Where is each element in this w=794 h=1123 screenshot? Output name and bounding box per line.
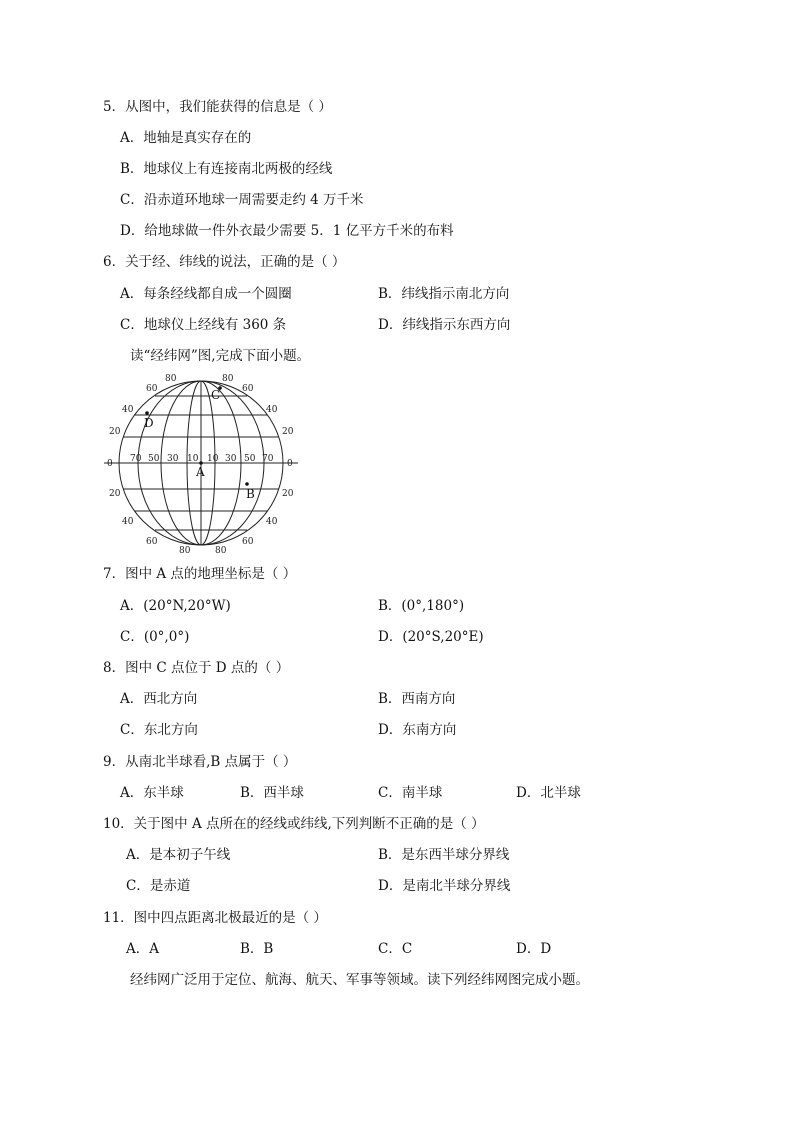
q6-option-a[interactable]: A．每条经线都自成一个圆圈: [120, 286, 292, 302]
q9-option-d[interactable]: D．北半球: [516, 785, 581, 801]
q6-stem: 6．关于经、纬线的说法，正确的是（ ）: [103, 254, 346, 270]
lat-label: 40: [266, 405, 278, 415]
lat-label: 20: [282, 427, 294, 437]
lat-label: 80: [165, 374, 177, 384]
lat-label: 0: [287, 459, 293, 469]
lat-label: 80: [215, 546, 227, 555]
q9-stem: 9．从南北半球看,B 点属于（ ）: [103, 754, 297, 770]
lat-label: 40: [122, 405, 134, 415]
q7-option-a[interactable]: A．(20°N,20°W): [120, 598, 231, 614]
q8-option-d[interactable]: D．东南方向: [378, 722, 457, 738]
q11-stem: 11．图中四点距离北极最近的是（ ）: [103, 910, 327, 926]
q6-option-d[interactable]: D．纬线指示东西方向: [378, 317, 511, 333]
lat-label: 20: [109, 489, 121, 499]
point-c-label: C: [211, 388, 221, 402]
lat-label: 40: [266, 517, 278, 527]
point-b-label: B: [246, 487, 255, 501]
lat-label: 40: [122, 517, 134, 527]
q10-stem: 10．关于图中 A 点所在的经线或纬线,下列判断不正确的是（ ）: [103, 816, 485, 832]
q8-option-b[interactable]: B．西南方向: [378, 691, 456, 707]
lon-label: 70: [262, 454, 274, 464]
lat-label: 20: [282, 489, 294, 499]
q7-stem: 7．图中 A 点的地理坐标是（ ）: [103, 566, 297, 582]
q5-option-a[interactable]: A．地轴是真实存在的: [120, 130, 252, 146]
q11-option-b[interactable]: B．B: [240, 941, 274, 957]
q5-stem: 5．从图中，我们能获得的信息是（ ）: [103, 99, 332, 115]
q5-option-d[interactable]: D．给地球做一件外衣最少需要 5．1 亿平方千米的布料: [120, 223, 454, 239]
lon-label: 10: [187, 454, 199, 464]
q8-stem: 8．图中 C 点位于 D 点的（ ）: [103, 660, 290, 676]
lat-label: 0: [107, 459, 113, 469]
map-outro: 经纬网广泛用于定位、航海、航天、军事等领域。读下列经纬网图完成小题。: [130, 972, 589, 988]
point-d-dot: [145, 411, 149, 415]
q9-option-c[interactable]: C．南半球: [378, 785, 443, 801]
q7-option-c[interactable]: C．(0°,0°): [120, 629, 190, 645]
q10-option-d[interactable]: D．是南北半球分界线: [378, 878, 511, 894]
q6-option-c[interactable]: C．地球仪上经线有 360 条: [120, 317, 287, 333]
q6-option-b[interactable]: B．纬线指示南北方向: [378, 286, 510, 302]
q11-option-a[interactable]: A．A: [126, 941, 159, 957]
lat-lon-globe-figure: [100, 370, 310, 555]
lon-label: 70: [130, 454, 142, 464]
q9-option-a[interactable]: A．东半球: [120, 785, 184, 801]
q8-option-a[interactable]: A．西北方向: [120, 691, 198, 707]
lon-label: 30: [167, 454, 179, 464]
point-b-dot: [245, 482, 249, 486]
q5-option-b[interactable]: B．地球仪上有连接南北两极的经线: [120, 161, 333, 177]
q11-option-d[interactable]: D．D: [516, 941, 552, 957]
q9-option-b[interactable]: B．西半球: [240, 785, 304, 801]
q10-option-b[interactable]: B．是东西半球分界线: [378, 847, 510, 863]
lat-label: 80: [222, 374, 234, 384]
map-intro: 读“经纬网”图,完成下面小题。: [130, 348, 311, 364]
q10-option-c[interactable]: C．是赤道: [126, 878, 191, 894]
lat-label: 20: [109, 427, 121, 437]
lat-label: 80: [179, 546, 191, 555]
point-d-label: D: [144, 416, 154, 430]
q10-option-a[interactable]: A．是本初子午线: [126, 847, 231, 863]
q8-option-c[interactable]: C．东北方向: [120, 722, 198, 738]
q5-option-c[interactable]: C．沿赤道环地球一周需要走约 4 万千米: [120, 192, 364, 208]
point-a-label: A: [196, 465, 205, 479]
lon-label: 10: [207, 454, 219, 464]
lon-label: 30: [225, 454, 237, 464]
lon-label: 50: [244, 454, 256, 464]
lat-label: 60: [242, 537, 254, 547]
lat-label: 60: [146, 537, 158, 547]
lat-label: 60: [242, 384, 254, 394]
lat-label: 60: [146, 384, 158, 394]
lon-label: 50: [148, 454, 160, 464]
q7-option-d[interactable]: D．(20°S,20°E): [378, 629, 484, 645]
q7-option-b[interactable]: B．(0°,180°): [378, 598, 465, 614]
q11-option-c[interactable]: C．C: [378, 941, 413, 957]
